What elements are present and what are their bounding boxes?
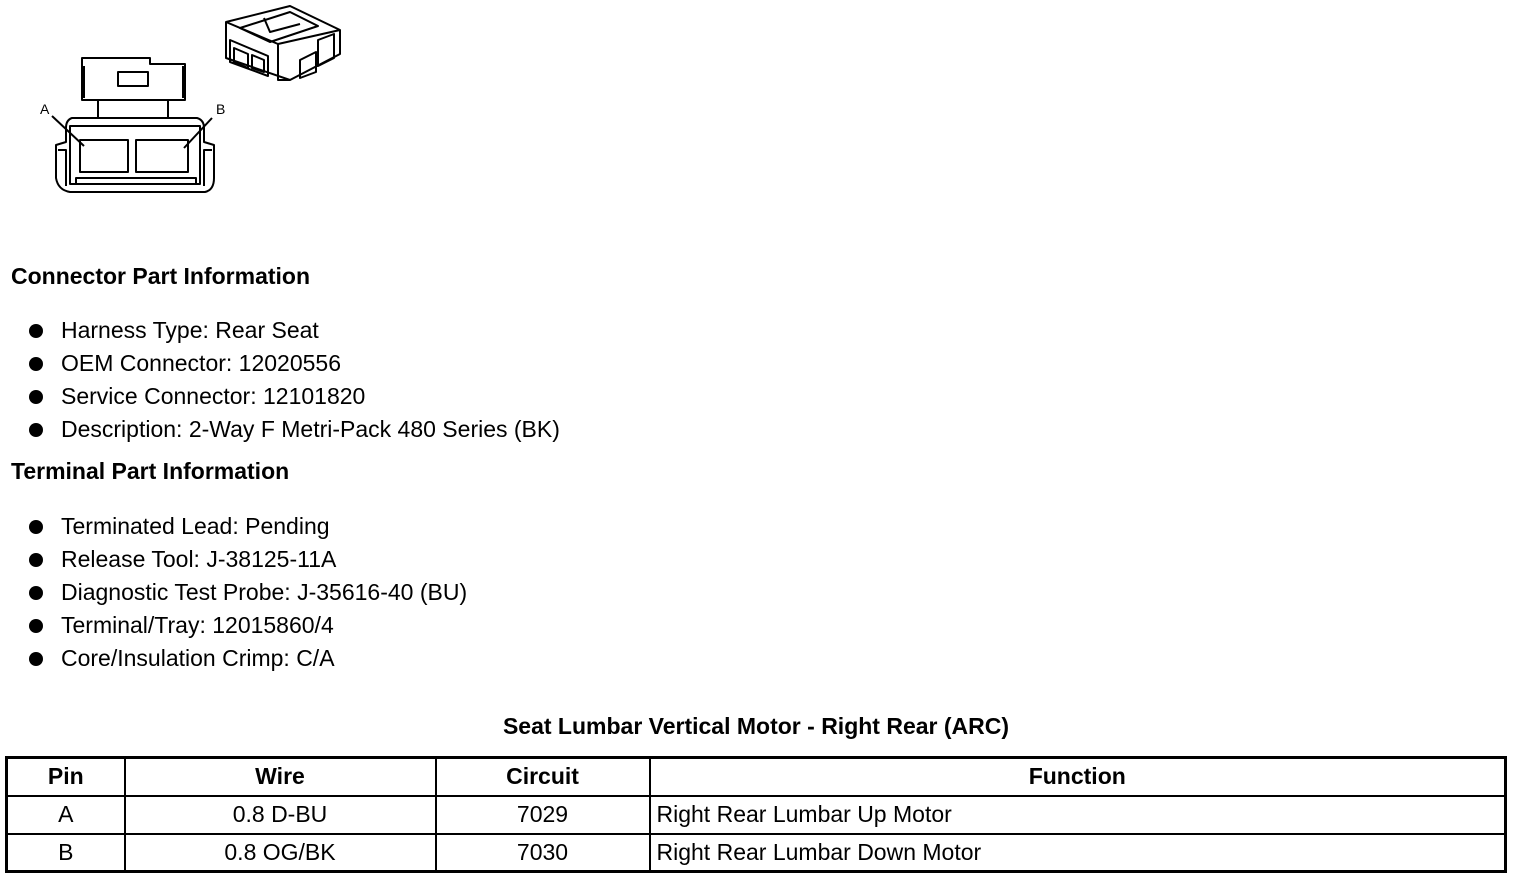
pin-table bbox=[5, 756, 1507, 873]
table-row bbox=[7, 834, 1506, 872]
list-item: Core/Insulation Crimp: C/A bbox=[0, 642, 467, 675]
connector-info-list bbox=[0, 314, 560, 446]
list-item: OEM Connector: 12020556 bbox=[0, 347, 560, 380]
list-item: Terminal/Tray: 12015860/4 bbox=[0, 609, 467, 642]
bullet-icon bbox=[29, 586, 43, 600]
pin-a-label: A bbox=[40, 101, 50, 117]
terminal-info-heading: Terminal Part Information bbox=[11, 458, 290, 484]
list-item: Release Tool: J-38125-11A bbox=[0, 543, 467, 576]
list-item: Terminated Lead: Pending bbox=[0, 510, 467, 543]
list-item: Description: 2-Way F Metri-Pack 480 Series (BK) bbox=[0, 413, 560, 446]
connector-isometric-view bbox=[226, 6, 340, 80]
bullet-icon bbox=[29, 652, 43, 666]
bullet-icon bbox=[29, 553, 43, 567]
cell-pin: A bbox=[7, 796, 125, 834]
list-item: Harness Type: Rear Seat bbox=[0, 314, 560, 347]
list-item: Service Connector: 12101820 bbox=[0, 380, 560, 413]
bullet-icon bbox=[29, 423, 43, 437]
cell-wire: 0.8 OG/BK bbox=[125, 834, 436, 872]
bullet-icon bbox=[29, 619, 43, 633]
table-title: Seat Lumbar Vertical Motor - Right Rear (ARC) bbox=[502, 713, 1010, 739]
table-header-row bbox=[7, 758, 1506, 796]
bullet-icon bbox=[29, 520, 43, 534]
connector-info-heading: Connector Part Information bbox=[11, 263, 311, 289]
column-header-pin: Pin bbox=[7, 758, 125, 796]
table-row bbox=[7, 796, 1506, 834]
cell-circuit: 7029 bbox=[436, 796, 650, 834]
cell-function: Right Rear Lumbar Up Motor bbox=[650, 796, 1506, 834]
connector-front-view bbox=[52, 58, 214, 192]
column-header-circuit: Circuit bbox=[436, 758, 650, 796]
bullet-icon bbox=[29, 390, 43, 404]
bullet-icon bbox=[29, 324, 43, 338]
pin-b-label: B bbox=[216, 101, 226, 117]
column-header-wire: Wire bbox=[125, 758, 436, 796]
column-header-function: Function bbox=[650, 758, 1506, 796]
cell-circuit: 7030 bbox=[436, 834, 650, 872]
terminal-info-list bbox=[0, 510, 467, 675]
bullet-icon bbox=[29, 357, 43, 371]
list-item: Diagnostic Test Probe: J-35616-40 (BU) bbox=[0, 576, 467, 609]
cell-function: Right Rear Lumbar Down Motor bbox=[650, 834, 1506, 872]
cell-wire: 0.8 D-BU bbox=[125, 796, 436, 834]
cell-pin: B bbox=[7, 834, 125, 872]
connector-drawing bbox=[0, 0, 360, 210]
